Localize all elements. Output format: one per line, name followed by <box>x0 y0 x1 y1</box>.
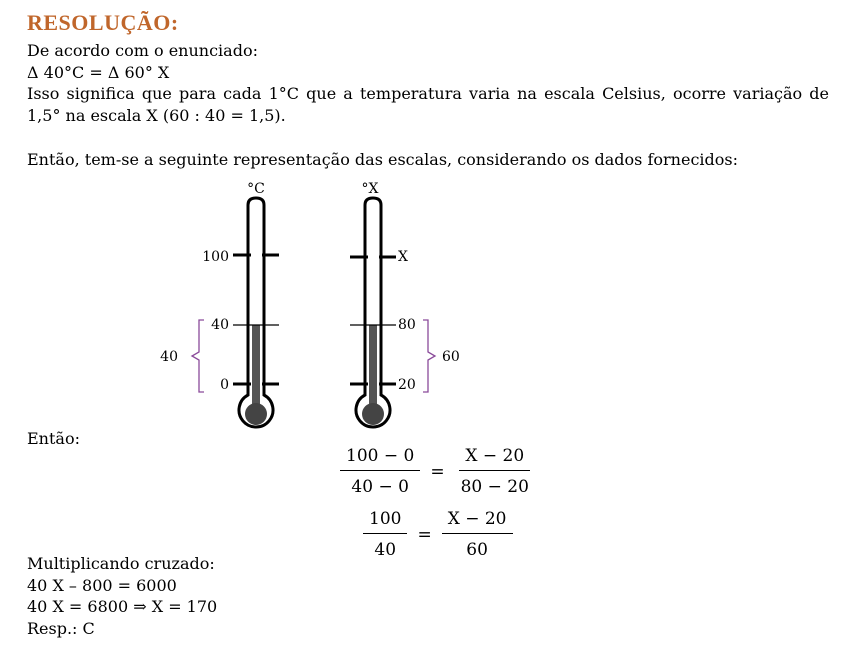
x-bracket-label: 60 <box>442 349 460 365</box>
equals-sign: = <box>417 524 432 545</box>
fraction-denominator: 80 − 20 <box>460 477 529 497</box>
fraction-numerator: X − 20 <box>459 446 530 471</box>
fraction-numerator: 100 − 0 <box>340 446 420 471</box>
x-label-80: 80 <box>398 317 416 333</box>
equation-simplified <box>363 509 513 560</box>
celsius-bracket-label: 40 <box>160 349 178 365</box>
text-line-entao: Então: <box>27 429 80 448</box>
text-line-equation-a: 40 X – 800 = 6000 <box>27 576 177 595</box>
fraction-denominator: 60 <box>466 540 488 560</box>
x-label-20: 20 <box>398 377 416 393</box>
text-line-multiplicando: Multiplicando cruzado: <box>27 554 215 573</box>
x-thermometer <box>350 181 460 427</box>
fraction-right <box>442 509 513 560</box>
fraction-denominator: 40 <box>374 540 397 560</box>
celsius-label-0: 0 <box>220 377 229 393</box>
text-line-answer: Resp.: C <box>27 619 95 638</box>
celsius-label-100: 100 <box>202 249 229 265</box>
celsius-bracket <box>192 320 204 392</box>
celsius-label-40: 40 <box>211 317 229 333</box>
text-line-equation-b: 40 X = 6800 ⇒ X = 170 <box>27 597 218 616</box>
text-line-delta: Δ 40°C = Δ 60° X <box>27 63 170 82</box>
fraction-left <box>363 509 407 560</box>
fraction-left <box>340 446 420 497</box>
text-line-representation: Então, tem-se a seguinte representação das escalas, considerando os dados fornecidos: <box>27 150 739 169</box>
fraction-numerator: 100 <box>363 509 407 534</box>
equation-proportion <box>340 446 535 497</box>
fraction-right <box>455 446 535 497</box>
equals-sign: = <box>430 461 445 482</box>
text-line-intro: De acordo com o enunciado: <box>27 41 258 60</box>
celsius-unit-label: °C <box>247 181 265 197</box>
celsius-thermometer <box>160 181 279 427</box>
heading-resolucao: RESOLUÇÃO: <box>27 10 179 35</box>
fraction-numerator: X − 20 <box>442 509 513 534</box>
x-unit-label: °X <box>361 181 379 197</box>
fraction-denominator: 40 − 0 <box>351 477 409 497</box>
x-label-x: X <box>398 249 408 265</box>
x-bracket <box>423 320 435 392</box>
text-paragraph-explanation: Isso significa que para cada 1°C que a temperatura varia na escala Celsius, ocorre variação de 1,5° na escala X (60 : 40 = 1,5). <box>27 84 829 125</box>
